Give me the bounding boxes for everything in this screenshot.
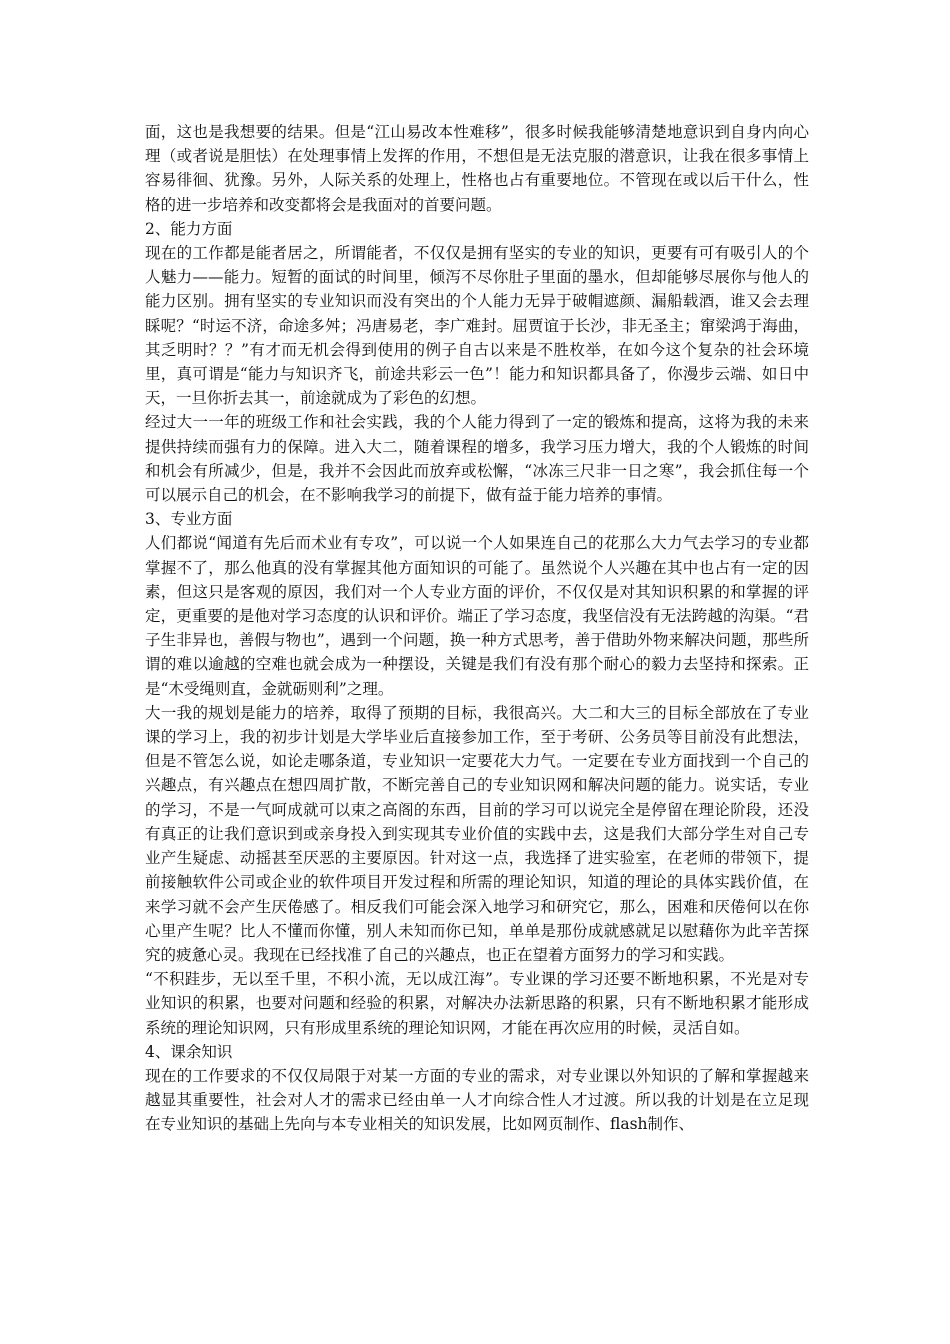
paragraph-extra-knowledge: 现在的工作要求的不仅仅局限于对某一方面的专业的需求，对专业课以外知识的了解和掌握越来越显其重要性，社会对人才的需求已经由单一人才向综合性人才过渡。所以我的计划是在立足现在专业知识的基础上先向与本专业相关的知识发展，比如网页制作、flash制作、 <box>145 1066 809 1134</box>
heading-ability: 2、能力方面 <box>145 219 233 238</box>
paragraph-ability-plan: 经过大一一年的班级工作和社会实践，我的个人能力得到了一定的锻炼和提高，这将为我的未来提供持续而强有力的保障。进入大二，随着课程的增多，我学习压力增大，我的个人锻炼的时间和机会有所减少，但是，我并不会因此而放弃或松懈，“冰冻三尺非一日之寒”，我会抓住每一个可以展示自己的机会，在不影响我学习的前提下，做有益于能力培养的事情。 <box>145 413 809 505</box>
paragraph-personality-end: 面，这也是我想要的结果。但是“江山易改本性难移”，很多时候我能够清楚地意识到自身内向心理（或者说是胆怯）在处理事情上发挥的作用，不想但是无法克服的潜意识，让我在很多事情上容易徘徊、犹豫。另外，人际关系的处理上，性格也占有重要地位。不管现在或以后干什么，性格的进一步培养和改变都将会是我面对的首要问题。 <box>145 123 809 214</box>
paragraph-major-intro: 人们都说“闻道有先后而术业有专攻”，可以说一个人如果连自己的花那么大力气去学习的专业都掌握不了，那么他真的没有掌握其他方面知识的可能了。虽然说个人兴趣在其中也占有一定的因素，但这只是客观的原因，我们对一个人专业方面的评价，不仅仅是对其知识积累的和掌握的评定，更重要的是他对学习态度的认识和评价。端正了学习态度，我坚信没有无法跨越的沟渠。“君子生非异也，善假与物也”，遇到一个问题，换一种方式思考，善于借助外物来解决问题，那些所谓的难以逾越的空难也就会成为一种摆设，关键是我们有没有那个耐心的毅力去坚持和探索。正是“木受绳则直，金就砺则利”之理。 <box>145 534 809 698</box>
paragraph-major-plan: 大一我的规划是能力的培养，取得了预期的目标，我很高兴。大二和大三的目标全部放在了专业课的学习上，我的初步计划是大学毕业后直接参加工作，至于考研、公务员等目前没有此想法，但是不管怎么说，如论走哪条道，专业知识一定要花大力气。一定要在专业方面找到一个自己的兴趣点，有兴趣点在想四周扩散，不断完善自己的专业知识网和解决问题的能力。说实话，专业的学习，不是一气呵成就可以束之高阁的东西，目前的学习可以说完全是停留在理论阶段，还没有真正的让我们意识到或亲身投入到实现其专业价值的实践中去，这是我们大部分学生对自己专业产生疑虑、动摇甚至厌恶的主要原因。针对这一点，我选择了进实验室，在老师的带领下，提前接触软件公司或企业的软件项目开发过程和所需的理论知识，知道的理论的具体实践价值，在来学习就不会产生厌倦感了。相反我们可能会深入地学习和研究它，那么，困难和厌倦何以在你心里产生呢？比人不懂而你懂，别人未知而你已知，单单是那份成就感就足以慰藉你为此辛苦探究的疲惫心灵。我现在已经找准了自己的兴趣点，也正在望着方面努力的学习和实践。 <box>145 703 809 964</box>
document-body <box>145 120 809 1137</box>
paragraph-major-accumulate: “不积跬步，无以至千里，不积小流，无以成江海”。专业课的学习还要不断地积累，不光是对专业知识的积累，也要对问题和经验的积累，对解决办法新思路的积累，只有不断地积累才能形成系统的理论知识网，只有形成里系统的理论知识网，才能在再次应用的时候，灵活自如。 <box>145 970 809 1037</box>
heading-major: 3、专业方面 <box>145 510 233 529</box>
paragraph-ability-intro: 现在的工作都是能者居之，所谓能者，不仅仅是拥有坚实的专业的知识，更要有可有吸引人的个人魅力——能力。短暂的面试的时间里，倾泻不尽你肚子里面的墨水，但却能够尽展你与他人的能力区别。拥有坚实的专业知识而没有突出的个人能力无异于破帽遮颜、漏船载酒，谁又会去理睬呢？“时运不济，命途多舛；冯唐易老，李广难封。屈贾谊于长沙，非无圣主；窜梁鸿于海曲，其乏明时？？”有才而无机会得到使用的例子自古以来是不胜枚举，在如今这个复杂的社会环境里，真可谓是“能力与知识齐飞，前途共彩云一色”！能力和知识都具备了，你漫步云端、如日中天，一旦你折去其一，前途就成为了彩色的幻想。 <box>145 244 809 408</box>
heading-extra-knowledge: 4、课余知识 <box>145 1042 233 1061</box>
